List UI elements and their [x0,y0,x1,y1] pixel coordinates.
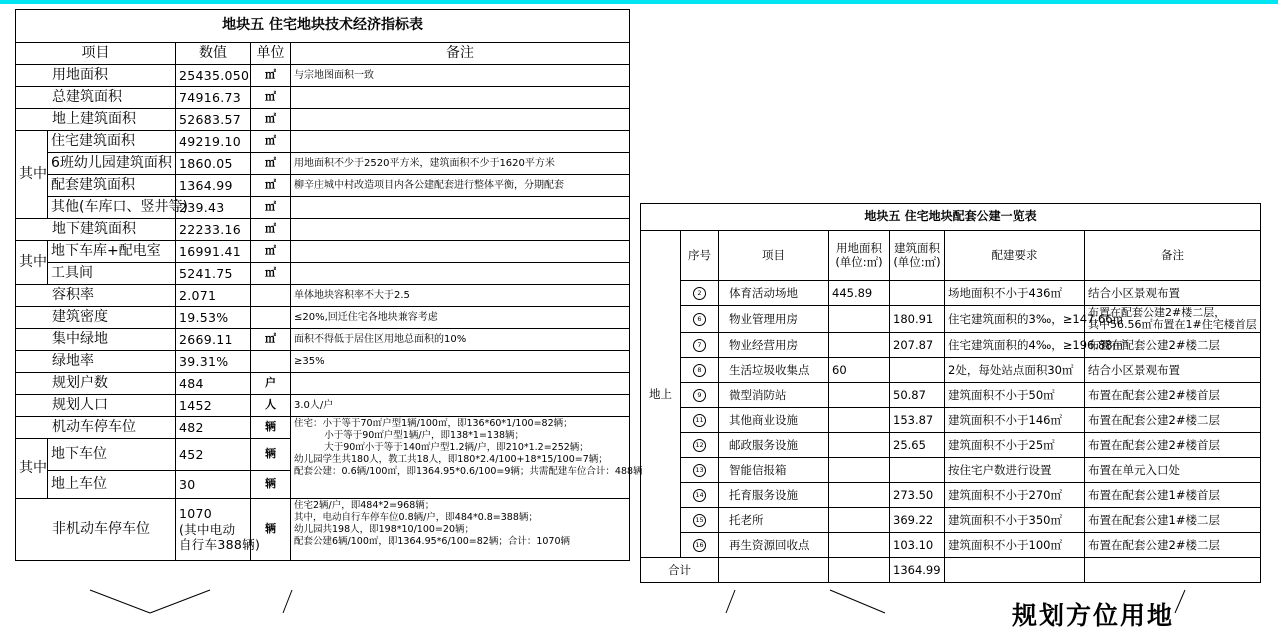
row-item: 其他商业设施 [719,408,829,433]
seq-circle: 8 [693,364,706,377]
row-unit: 辆 [251,417,291,439]
group-label: 其中 [16,241,48,285]
row-requirement: 按住宅户数进行设置 [945,458,1085,483]
seq-circle: 9 [693,389,706,402]
row-unit: 辆 [251,499,291,561]
header-item: 项目 [719,231,829,281]
header-unit: 单位 [251,43,291,65]
row-item: 地下建筑面积 [16,219,176,241]
table-title: 地块五 住宅地块配套公建一览表 [641,204,1261,231]
row-unit: ㎡ [251,329,291,351]
row-note: 住宅2辆/户，即484*2=968辆； 其中，电动自行车停车位0.8辆/户，即484*0.8=388辆； 幼儿园共198人，即198*10/100=20辆； 配套公建6辆/100㎡，即1364.95*6/100=82辆；合计：1070辆 [291,499,630,561]
row-item: 容积率 [16,285,176,307]
row-note: 面积不得低于居住区用地总面积的10% [291,329,630,351]
header-build-area: 建筑面积 (单位:㎡) [890,231,945,281]
row-note: 用地面积不少于2520平方米，建筑面积不少于1620平方米 [291,153,630,175]
row-item: 地下车库+配电室 [48,241,176,263]
row-value: 16991.41 [176,241,251,263]
row-value: 74916.73 [176,87,251,109]
row-note: ≤20%,回迁住宅各地块兼容考虑 [291,307,630,329]
row-build-area: 153.87 [890,408,945,433]
row-build-area: 180.91 [890,306,945,333]
row-item: 托育服务设施 [719,483,829,508]
row-item: 绿地率 [16,351,176,373]
bottom-caption: 规划方位用地 [1012,601,1175,630]
row-item: 地上车位 [48,471,176,499]
seq-circle: 14 [693,489,706,502]
row-unit: ㎡ [251,87,291,109]
table-title: 地块五 住宅地块技术经济指标表 [16,10,630,43]
row-item: 非机动车停车位 [16,499,176,561]
row-item: 住宅建筑面积 [48,131,176,153]
row-value: 49219.10 [176,131,251,153]
row-value: 452 [176,439,251,471]
row-note: 与宗地图面积一致 [291,65,630,87]
seq-circle: 11 [693,414,706,427]
row-item: 生活垃圾收集点 [719,358,829,383]
header-note: 备注 [291,43,630,65]
row-build-area: 25.65 [890,433,945,458]
row-requirement: 建筑面积不小于146㎡ [945,408,1085,433]
row-requirement: 建筑面积不小于100㎡ [945,533,1085,558]
row-build-area: 273.50 [890,483,945,508]
header-land-area: 用地面积 (单位:㎡) [829,231,890,281]
row-item: 物业管理用房 [719,306,829,333]
row-unit: ㎡ [251,175,291,197]
row-note: 3.0人/户 [291,395,630,417]
row-value: 2.071 [176,285,251,307]
row-value: 5241.75 [176,263,251,285]
total-label: 合计 [641,558,719,583]
row-item: 其他(车库口、竖井等) [48,197,176,219]
row-value: 1364.99 [176,175,251,197]
row-note: 柳辛庄城中村改造项目内各公建配套进行整体平衡，分期配套 [291,175,630,197]
row-build-area: 103.10 [890,533,945,558]
row-requirement: 住宅建筑面积的4‰，≥196.88㎡ [945,333,1085,358]
side-label: 地上 [641,231,681,558]
row-unit: 户 [251,373,291,395]
row-note: 布置在配套公建2#楼首层 [1085,433,1261,458]
row-note: 住宅：小于等于70㎡户型1辆/100㎡，即136*60*1/100=82辆； 小于等于90㎡户型1辆/户，即138*1=138辆； 大于90㎡小于等于140㎡户型1.2辆/户，即210*1.2=252辆； 幼儿园学生共180人，教工共18人，即180*2.4/100+18*15/100=7辆； 配套公建：0.6辆/100㎡，即1364.95*0.6/100=9辆；共需配建车位合计：488辆 [291,417,630,499]
row-land-area: 445.89 [829,281,890,306]
header-note: 备注 [1085,231,1261,281]
row-item: 配套建筑面积 [48,175,176,197]
row-note: 布置在配套公建2#楼二层 [1085,333,1261,358]
row-unit: ㎡ [251,197,291,219]
row-note: 布置在配套公建2#楼二层 [1085,533,1261,558]
group-label: 其中 [16,131,48,219]
header-item: 项目 [16,43,176,65]
row-value: 1860.05 [176,153,251,175]
seq-circle: 15 [693,514,706,527]
row-item: 机动车停车位 [16,417,176,439]
seq-circle: 12 [693,439,706,452]
row-item: 建筑密度 [16,307,176,329]
row-value: 22233.16 [176,219,251,241]
row-value: 482 [176,417,251,439]
row-item: 地上建筑面积 [16,109,176,131]
row-unit: ㎡ [251,109,291,131]
row-build-area: 369.22 [890,508,945,533]
row-value: 30 [176,471,251,499]
row-note: 结合小区景观布置 [1085,358,1261,383]
row-note: 布置在配套公建1#楼二层 [1085,508,1261,533]
row-unit: ㎡ [251,219,291,241]
row-note: 布置在配套公建2#楼首层 [1085,383,1261,408]
row-item: 规划户数 [16,373,176,395]
row-note: 布置在配套公建2#楼二层， 其中56.56㎡布置在1#住宅楼首层 [1085,306,1261,333]
row-requirement: 2处，每处站点面积30㎡ [945,358,1085,383]
seq-circle: 2 [693,287,706,300]
row-value: 39.31% [176,351,251,373]
row-unit: 人 [251,395,291,417]
row-value: 239.43 [176,197,251,219]
row-item: 再生资源回收点 [719,533,829,558]
seq-circle: 13 [693,464,706,477]
row-note: 布置在单元入口处 [1085,458,1261,483]
seq-circle: 6 [693,313,706,326]
header-seq: 序号 [681,231,719,281]
row-item: 微型消防站 [719,383,829,408]
row-item: 邮政服务设施 [719,433,829,458]
row-item: 地下车位 [48,439,176,471]
row-requirement: 建筑面积不小于25㎡ [945,433,1085,458]
header-requirement: 配建要求 [945,231,1085,281]
row-unit: ㎡ [251,131,291,153]
row-requirement: 建筑面积不小于270㎡ [945,483,1085,508]
group-label: 其中 [16,439,48,499]
row-value: 52683.57 [176,109,251,131]
row-item: 规划人口 [16,395,176,417]
row-note: 布置在配套公建2#楼二层 [1085,408,1261,433]
row-note: ≥35% [291,351,630,373]
row-value: 1070 (其中电动 自行车388辆) [176,499,251,561]
row-item: 体育活动场地 [719,281,829,306]
row-item: 智能信报箱 [719,458,829,483]
seq-circle: 7 [693,339,706,352]
row-unit: 辆 [251,439,291,471]
row-build-area: 207.87 [890,333,945,358]
row-requirement: 建筑面积不小于50㎡ [945,383,1085,408]
row-item: 工具间 [48,263,176,285]
row-requirement: 住宅建筑面积的3‰，≥147.66㎡ [945,306,1085,333]
row-unit: ㎡ [251,241,291,263]
row-land-area: 60 [829,358,890,383]
header-value: 数值 [176,43,251,65]
row-value: 19.53% [176,307,251,329]
row-note: 结合小区景观布置 [1085,281,1261,306]
total-value: 1364.99 [890,558,945,583]
row-item: 6班幼儿园建筑面积 [48,153,176,175]
row-unit: 辆 [251,471,291,499]
row-item: 集中绿地 [16,329,176,351]
row-note: 布置在配套公建1#楼首层 [1085,483,1261,508]
row-note: 单体地块容积率不大于2.5 [291,285,630,307]
row-value: 1452 [176,395,251,417]
row-requirement: 建筑面积不小于350㎡ [945,508,1085,533]
row-item: 总建筑面积 [16,87,176,109]
row-value: 25435.050 [176,65,251,87]
row-unit: ㎡ [251,263,291,285]
row-unit: ㎡ [251,65,291,87]
seq-circle: 16 [693,539,706,552]
row-value: 2669.11 [176,329,251,351]
row-item: 物业经营用房 [719,333,829,358]
row-item: 托老所 [719,508,829,533]
row-requirement: 场地面积不小于436㎡ [945,281,1085,306]
row-unit: ㎡ [251,153,291,175]
row-build-area: 50.87 [890,383,945,408]
row-item: 用地面积 [16,65,176,87]
row-value: 484 [176,373,251,395]
